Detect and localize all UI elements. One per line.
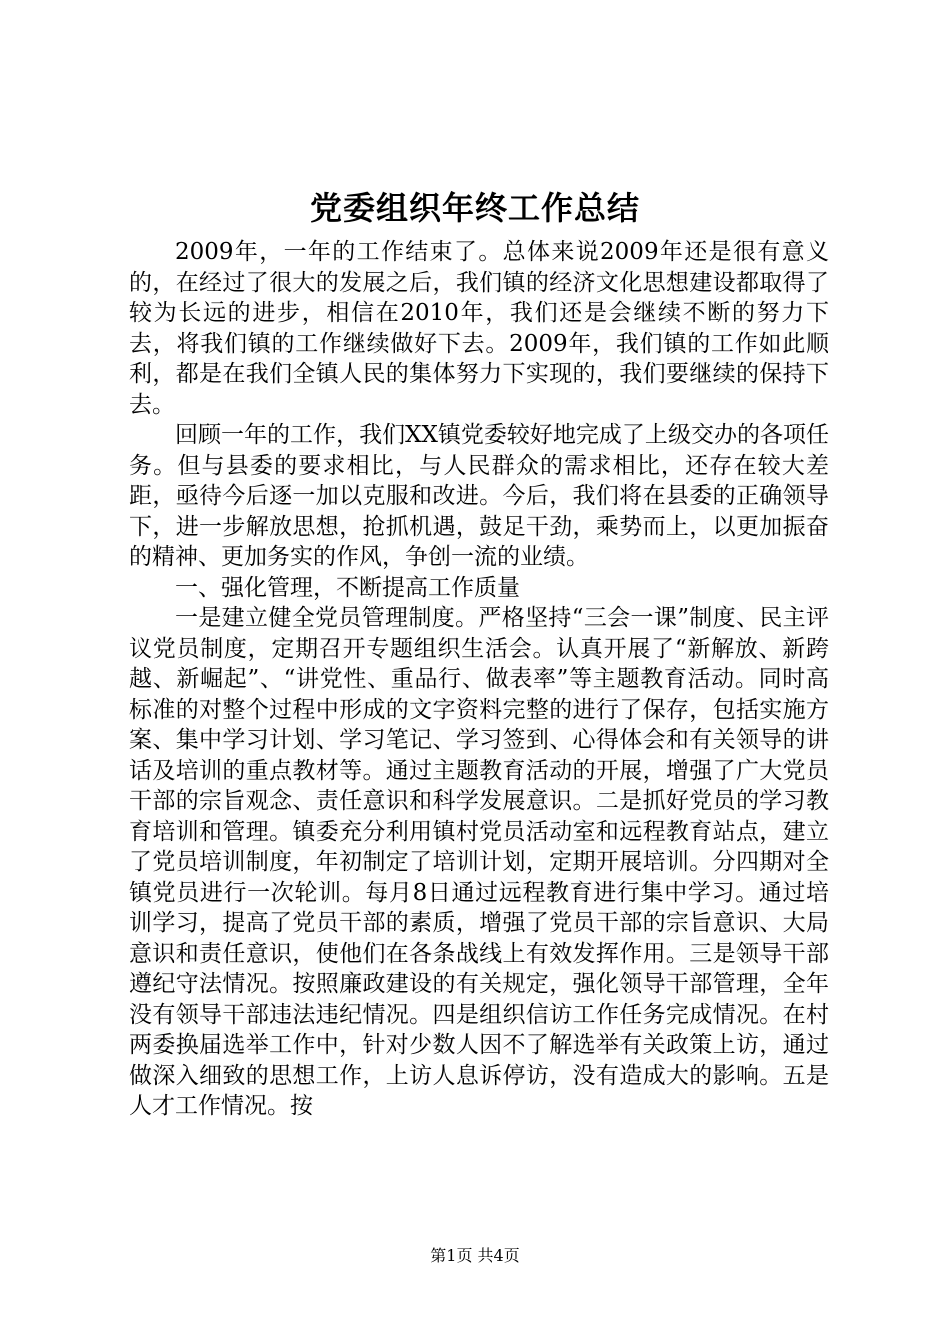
paragraph-review: 回顾一年的工作，我们XX镇党委较好地完成了上级交办的各项任务。但与县委的要求相比，与人民群众的需求相比，还存在较大差距，亟待今后逐一加以克服和改进。今后，我们将在县委的正确领导下，进一步解放思想，抢抓机遇，鼓足干劲，乘势而上，以更加振奋的精神、更加务实的作风，争创一流的业绩。 — [129, 422, 829, 570]
document-body — [129, 237, 829, 1122]
section-heading: 一、强化管理，不断提高工作质量 — [175, 574, 520, 601]
document-title: 党委组织年终工作总结 — [309, 189, 640, 227]
paragraph-management: 一是建立健全党员管理制度。严格坚持“三会一课”制度、民主评议党员制度，定期召开专题组织生活会。认真开展了“新解放、新跨越、新崛起”、“讲党性、重品行、做表率”等主题教育活动。同时高标准的对整个过程中形成的文字资料完整的进行了保存，包括实施方案、集中学习计划、学习笔记、学习签到、心得体会和有关领导的讲话及培训的重点教材等。通过主题教育活动的开展，增强了广大党员干部的宗旨观念、责任意识和科学发展意识。二是抓好党员的学习教育培训和管理。镇委充分利用镇村党员活动室和远程教育站点，建立了党员培训制度，年初制定了培训计划，定期开展培训。分四期对全镇党员进行一次轮训。每月8日通过远程教育进行集中学习。通过培训学习，提高了党员干部的素质，增强了党员干部的宗旨意识、大局意识和责任意识，使他们在各条战线上有效发挥作用。三是领导干部遵纪守法情况。按照廉政建设的有关规定，强化领导干部管理，全年没有领导干部违法违纪情况。四是组织信访工作任务完成情况。在村两委换届选举工作中，针对少数人因不了解选举有关政策上访，通过做深入细致的思想工作，上访人息诉停访，没有造成大的影响。五是人才工作情况。按 — [129, 605, 829, 1119]
page-number-footer: 第1页 共4页 — [430, 1246, 520, 1265]
paragraph-intro: 2009年，一年的工作结束了。总体来说2009年还是很有意义的，在经过了很大的发展之后，我们镇的经济文化思想建设都取得了较为长远的进步，相信在2010年，我们还是会继续不断的努力下去，将我们镇的工作继续做好下去。2009年，我们镇的工作如此顺利，都是在我们全镇人民的集体努力下实现的，我们要继续的保持下去。 — [129, 239, 829, 418]
